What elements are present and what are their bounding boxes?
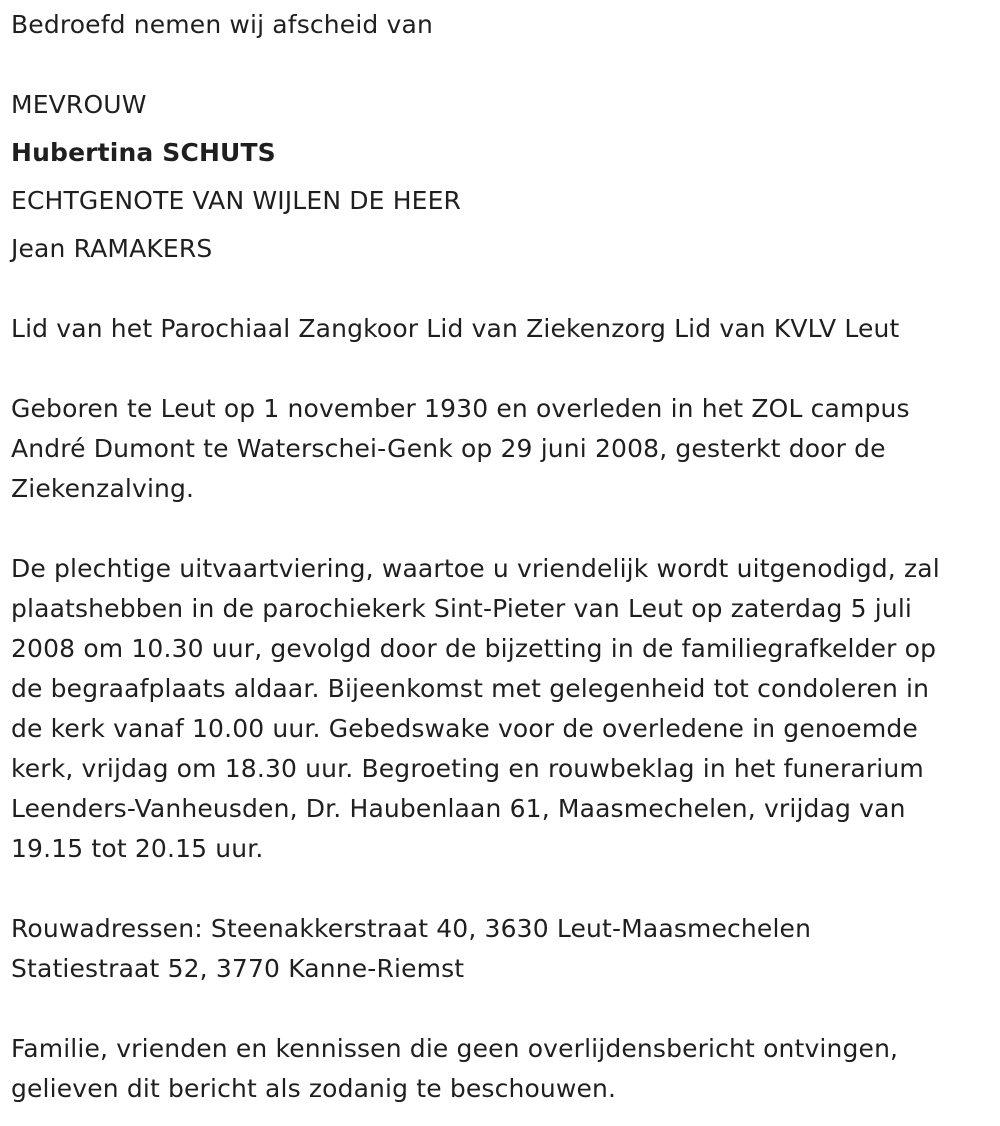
closing-line: Familie, vrienden en kennissen die geen overlijdensbericht ontvingen,	[11, 1034, 899, 1063]
address-line: Statiestraat 52, 3770 Kanne-Riemst	[11, 954, 465, 983]
funeral-line: plaatshebben in de parochiekerk Sint-Pieter van Leut op zaterdag 5 juli	[11, 594, 913, 623]
intro-text: Bedroefd nemen wij afscheid van	[11, 10, 433, 39]
funeral-line: 2008 om 10.30 uur, gevolgd door de bijzetting in de familiegrafkelder op	[11, 634, 937, 663]
honorific-title: MEVROUW	[11, 90, 147, 119]
address-line: Rouwadressen: Steenakkerstraat 40, 3630 Leut-Maasmechelen	[11, 914, 812, 943]
birth-death-line: Geboren te Leut op 1 november 1930 en overleden in het ZOL campus	[11, 394, 910, 423]
funeral-line: de kerk vanaf 10.00 uur. Gebedswake voor de overledene in genoemde	[11, 714, 918, 743]
birth-death-line: Ziekenzalving.	[11, 474, 195, 503]
deceased-name: Hubertina SCHUTS	[11, 138, 276, 167]
memberships-text: Lid van het Parochiaal Zangkoor Lid van Ziekenzorg Lid van KVLV Leut	[11, 314, 900, 343]
funeral-line: Leenders-Vanheusden, Dr. Haubenlaan 61, Maasmechelen, vrijdag van	[11, 794, 906, 823]
spouse-name: Jean RAMAKERS	[11, 234, 213, 263]
birth-death-line: André Dumont te Waterschei-Genk op 29 juni 2008, gesterkt door de	[11, 434, 886, 463]
funeral-line: De plechtige uitvaartviering, waartoe u vriendelijk wordt uitgenodigd, zal	[11, 554, 940, 583]
funeral-line: de begraafplaats aldaar. Bijeenkomst met gelegenheid tot condoleren in	[11, 674, 930, 703]
relation-text: ECHTGENOTE VAN WIJLEN DE HEER	[11, 186, 462, 215]
closing-line: gelieven dit bericht als zodanig te beschouwen.	[11, 1074, 617, 1103]
funeral-line: kerk, vrijdag om 18.30 uur. Begroeting en rouwbeklag in het funerarium	[11, 754, 924, 783]
funeral-line: 19.15 tot 20.15 uur.	[11, 834, 264, 863]
